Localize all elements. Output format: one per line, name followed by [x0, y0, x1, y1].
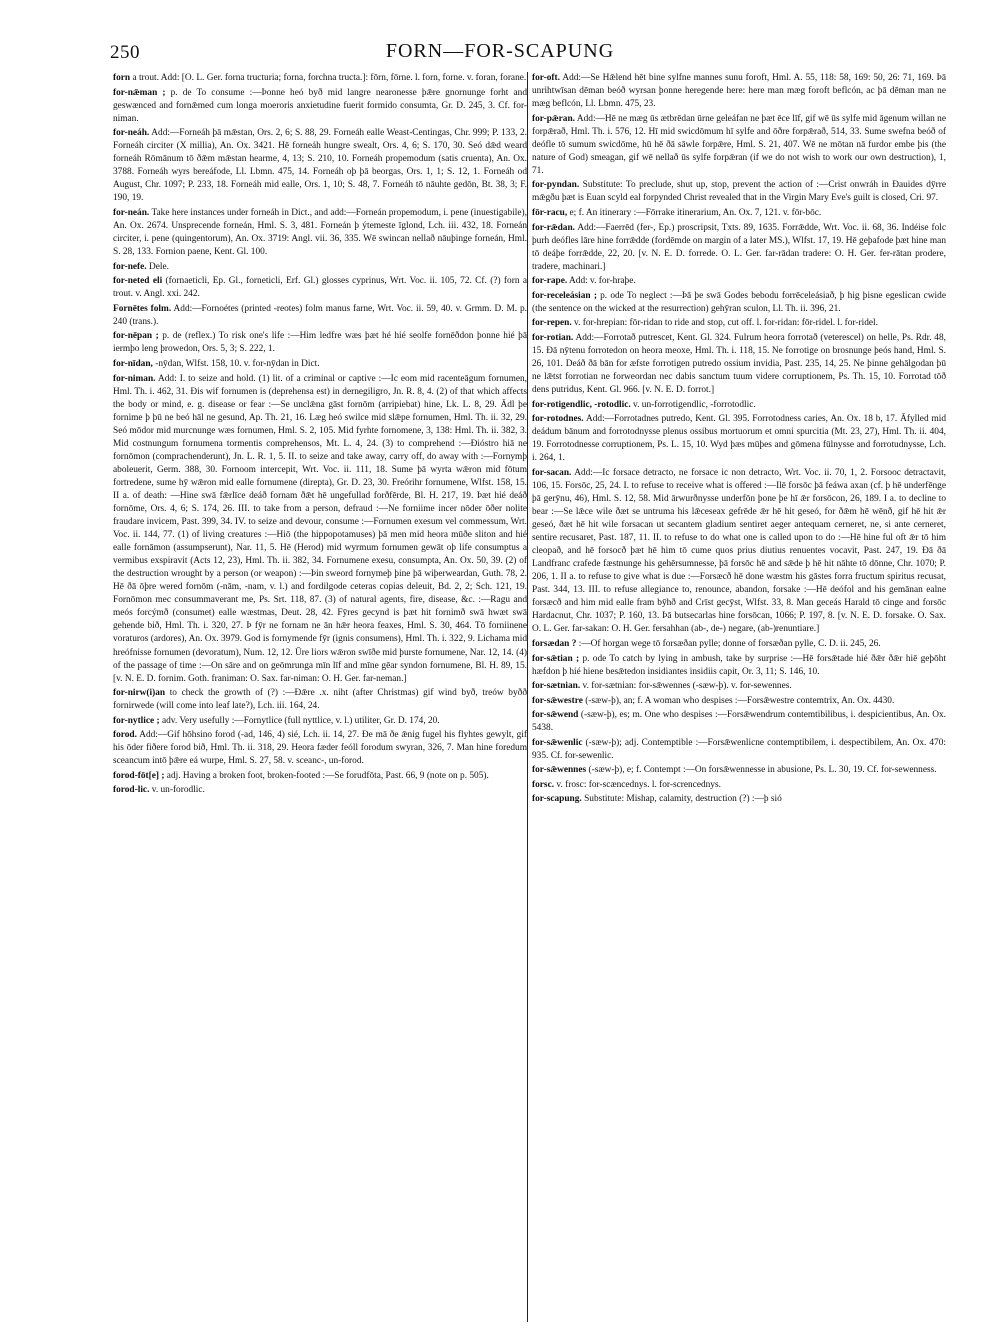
entry-text: Add:—Hē ne mæg ūs ætbrēdan ūrne geleáfan ne þæt ēce līf, gif wē ūs sylfe mid āgenum willan ne forpǣrað, Hml. Th. i. 576, 12. Hī mid swicdōmum hī sylfe and ōðre forpǣrað, 514, 33. Sume swefna beóð of deófle tō sumum swicdōme, hū hē ðā sāwle forpǣre, Hml. S. 21, 407. Wē ne mōtan nā furdor embe þis (the nature of God) smeagan, gif wē nellað ūs sylfe forpǣran (if we do not wish to work our own destruction), 1, 71.: [532, 113, 946, 176]
entry-text: Add:—Ic forsace detracto, ne forsace ic non detracto, Wrt. Voc. ii. 70, 1, 2. Forsooc detractavit, 106, 15. Forsōc, 25, 24. I. to refuse to receive what is offered :—Ilē forsōc þā feáwa axan (cf. þ hē underfēnge þā gerȳnu, 46), Hml. S. 12, 58. Mid ārwurðnysse underfōn þone þe hī ǣr forsōcon, 26, 189. I a. to decline to bear :—Se lǣce wile ðæt se untruma his lǣceseax gefrēde ǣr hē hit geseó, for ðǣm hē wēnð, gif hē hit ǣr geseó, ðæt hē hit wile forsacan ut secantem gladium sentiret aeger antequam cerneret, ne, si ante cerneret, sentire recusaret, Past. 187, 11. II. to refuse to do what one is called upon to do :—Hē hine ful oft ǣr tō him cleopað, and hē forsocð þæt hē him tō cume quos prius diutius renuentes vocavit, Past. 247, 19. Ðā ðā Landfranc crafede fæstnunge his gehērsumnesse, þā forsōc hē and sǣde þ hē hit nāhte tō dōnne, Chr. 1070; P. 206, 1. II a. to refuse to give what is due :—Forsæcð hē done wæstm his gāstes forra fructum spiritus recusat, Past. 344, 13. III. to refuse allegiance to, renounce, abandon, forsake :—Hē deófol and his gemānan ealne forsæcð and him mid ealle fram bȳhð and Crīst gecȳst, Wlfst. 33, 8. Man geceás Harald tō cinge and forsōc Hardacnut, Chr. 1037; P. 160, 13. Þā butsecarlas hine forsōcan, 1066; P. 197, 8. [v. N. E. D. forsake. O. Sax. O. L. Ger. far-sakan: O. H. Ger. fersahhan (ab-, de-) negare, (ab-)renuntiare.]: [532, 467, 946, 635]
entry-headword: for-sǣwennes: [532, 765, 587, 776]
entry-text: Add:—Faerrēd (fer-, Ep.) proscripsit, Txts. 89, 1635. Forrǣdde, Wrt. Voc. ii. 68, 36. Indéise folc þurh deófles lāre hine forrǣdde (fordēmde on margin of a later MS.), Wlfst. 17, 19. Hē geþafode þæt hine man tō deáþe forrǣdde, 22, 20. [v. N. E. D. forrede. O. L. Ger. far-rādan tradere: O. H. Ger. fer-rātan prodere, tradere, machinari.]: [532, 222, 946, 272]
dictionary-entry: [113, 261, 527, 274]
entry-headword: for-rape.: [532, 276, 568, 287]
entry-text: p. de To consume :—Þonne heó byð mid langre nearonesse þǣre gnornunge forht and geswænced and fornǣmed cum longa moeroris anxietudine fuerit formido consumta, Gr. D. 245, 3. Cf. for-niman.: [113, 87, 527, 124]
dictionary-entry: [532, 695, 946, 708]
entry-text: a trout. Add: [O. L. Ger. forna tructuria; forna, forchna tructa.]: fōrn, fōrne. l. forn, forne. v. foran, forane.: [130, 73, 527, 83]
entry-text: p. ode To catch by lying in ambush, take by surprise :—Hē forsǣtade hié ðǣr ðǣr hiē geþōht hæfdon þ hié hiene besǣtedon insidiantes insidiis capit, Or. 3, 11; S. 146, 10.: [532, 653, 946, 677]
right-column: [532, 72, 946, 1322]
entry-text: Substitute: Mishap, calamity, destruction (?) :—þ sió: [581, 794, 782, 805]
dictionary-entry: [532, 72, 946, 111]
dictionary-entry: [113, 275, 527, 301]
entry-headword: forn: [113, 73, 131, 83]
dictionary-entry: [532, 332, 946, 397]
entry-headword: for-sǣtian ;: [532, 653, 580, 664]
entry-headword: for-sætnian.: [532, 681, 581, 692]
entry-text: Add: I. to seize and hold. (1) lit. of a criminal or captive :—Ic eom mid racenteāgum fornumen, Hml. Th. i. 462, 31. Ðis wif fornumen is (deprehensa est) in dernegiligro, Jn. R. 8, 4. (2) of that which affects the body or mind, e. g. disease or fear :—Se unclǣna gāst fornōm (arripiebat) hine, Lk. L. 8, 29. Ādl þe fornime þ þū ne beó hāl ne gesund, Ap. Th. 21, 16. Læg heó swilce mid slǣpe fornumen, Hml. Th. ii. 32, 29. Seó mōdor mid murcnunge wæs fornumen, Hml. S. 2, 105. Mid fyrhte fornomene, 3, 138: Hml. Th. ii. 382, 3. Mid costnungum fornumena tormentis comprehensos, Mt. L. 4, 24. (3) to comprehend :—Ðióstro hiā ne fornōmon (comprachenderunt), Jn. L. R. 1, 5. II. to seize and take away, carry off, do away with :—Fornymþ aboleuerit, Germ. 388, 30. Fornoom intercepit, Wrt. Voc. ii. 111, 18. Sume þā wyrta wǣron mid fōtum fortredene, sume hȳ wǣron mid ealle fornumene (direpta), Gr. D. 23, 30. Freórihr fornumene, Wlfst. 158, 15. II a. of death: —Hine swā fǣrlīce deáð fornam ðǣt hē ungefullad forðfērde, Bl. H. 217, 19. Þæt hié deáð fornōme, Ors. 4, 6; S. 174, 26. III. to take from a person, defraud :—Ne forniime incer nōder ōðer nolite fraudare invicem, Past. 399, 34. IV. to seize and devour, consume :—Fornumen exesum vel commessum, Wrt. Voc. ii. 144, 77. (1) of living creatures :—Hiō (the hippopotamuses) þā men mid heora mūðe sliton and hié ealle fornāmon (assumpserunt), Nar. 11, 5. Hē (Herod) mid wyrmum fornumen gewāt oþ life consumptus a vermibus exspiravit (Acts 12, 23), Hml. Th. ii. 382, 34. Fornumene exesu, consumpta, An. Ox. 50, 39. (2) of the destruction wrought by a person (or weapon) :—Þin sweord fornymeþ þine þā wiþerweardan, Guth. 78, 2. Hē ðā ōþre wered fornōm (-nām, -nam, v. l.) and fordilgode ceteras copias deleuit, Bd. 2, 2; Sch. 121, 19. Fornōmon mec consummaverant me, Ps. Srt. 118, 87. (3) of natural agents, fire, disease, &c. :—Ragu and meós forcýmð (consumet) ealle wæstmas, Deut. 28, 42. Fȳres gecynd is þæt hit fornimð swā hwæt swā gehende bið, Hml. Th. i. 320, 27. Þ fȳr ne fornam ne ān hǣr heora feaxes, Hml. S. 30, 464. Tō forniinene voraturos (ardores), An. Ox. 3979. God is fornymende fȳr (ignis consumens), Hml. Th. i. 322, 9. Lichama mid hreófnisse fornumen (devoratum), Num. 12, 12. Ūre liors wǣron swīðe mid þurste fornumene, Nar. 12, 14. (4) of the passage of time :—On sāre and on geōmrunga mīn līf and mīne gēar syndon fornumene, Bl. H. 89, 15. [v. N. E. D. fornim. Goth. franiman: O. Sax. far-niman: O. H. Ger. far-neman.]: [113, 373, 527, 684]
entry-headword: for-rotodnes.: [532, 414, 584, 425]
dictionary-entry: [532, 638, 946, 651]
entry-text: p. de (reflex.) To risk one's life :—Him ledfre wæs þæt hé hié seolfe fornēðdon þonne hié þā iermþo leng þrowedon, Ors. 5, 3; S. 222, 1.: [113, 331, 527, 355]
entry-headword: for-repen.: [532, 318, 572, 329]
dictionary-entry: [532, 793, 946, 806]
entry-headword: for-nytlice ;: [113, 715, 160, 726]
entry-text: v. un-forrotigendlic, -forrotodlic.: [630, 399, 756, 410]
entry-text: (-sæw-þ), e; f. Contempt :—On forsǣwennesse in abusione, Ps. L. 30, 19. Cf. for-sewenness.: [586, 765, 937, 776]
entry-text: e; f. An itinerary :—Fōrrake itinerarium, An. Ox. 7, 121. v. fōr-bōc.: [567, 207, 822, 218]
entry-headword: for-pǣran.: [532, 113, 575, 124]
entry-text: Add: v. for-hraþe.: [567, 276, 636, 287]
entry-text: Add:—Gif hōhsino forod (-ad, 146, 4) sié, Lch. ii. 14, 27. Ðe mā ðe ǣnig fugel his flyhtes gewylt, gif his ōder fiðere forod bið, Hml. Th. ii. 318, 29. Heora fæder feóll forodum swyran, 326, 7. Man hine foredum sceancum intō þǣre eá wurpe, Hml. S. 27, 58. v. sceanc-, un-forod.: [113, 730, 527, 767]
entry-headword: for-neted eli: [113, 276, 163, 287]
dictionary-entry: [532, 680, 946, 693]
entry-headword: for-nǣman ;: [113, 87, 166, 98]
entry-text: (-sæw-þ), an; f. A woman who despises :—Forsǣwestre contemtrix, An. Ox. 4430.: [582, 695, 895, 706]
entry-text: Substitute: To preclude, shut up, stop, prevent the action of :—Crist onwráh in Ðauides dȳrre mǣgðu þæt is Euan scyld eal forpynded Christ revealed that in the Virgin Mary Eve's guilt is closed, Cri. 97.: [532, 180, 946, 204]
entry-text: (-sæw-þ); adj. Contemptible :—Forsǣwenlicne contemptibilem, i. despectibilem, An. Ox. 470: 935. Cf. for-sewenlic.: [532, 737, 946, 761]
running-head: FORN—FOR-SCAPUNG: [385, 40, 615, 62]
dictionary-entry: [113, 729, 527, 768]
dictionary-entry: [113, 358, 527, 371]
dictionary-entry: [532, 222, 946, 274]
dictionary-entry: [532, 290, 946, 316]
entry-text: p. ode To neglect :—Þā þe swā Godes bebodu forrēceleásiað, þ hig þisne egeslican cwide (the sentence on the wicked at the resurrection) gehȳran sculon, Ll. Th. ii. 396, 21.: [532, 290, 946, 314]
dictionary-entry: [532, 653, 946, 679]
entry-headword: for-oft.: [532, 73, 560, 83]
dictionary-entry: [113, 770, 527, 783]
dictionary-entry: [532, 317, 946, 330]
dictionary-entry: [113, 127, 527, 205]
entry-headword: for-sacan.: [532, 467, 572, 478]
entry-text: v. for-hrepian: fōr-ridan to ride and stop, cut off. l. for-ridan: fōr-ridel. l. for-ridel.: [571, 318, 878, 329]
entry-headword: for-sǣwenlic: [532, 737, 583, 748]
dictionary-entry: [532, 467, 946, 637]
dictionary-entry: [532, 764, 946, 777]
entry-text: (fornaeticli, Ep. Gl., forneticli, Erf. Gl.) glosses cyprinus, Wrt. Voc. ii. 105, 72. Cf. (?) forn a trout. v. Angl. xxi. 242.: [113, 276, 527, 300]
entry-text: -nȳdan, Wlfst. 158, 10. v. for-nȳdan in Dict.: [152, 358, 320, 369]
dictionary-entry: [113, 715, 527, 728]
dictionary-entry: [113, 373, 527, 686]
entry-headword: for-receleásian ;: [532, 290, 597, 301]
dictionary-entry: [532, 399, 946, 412]
dictionary-entry: [113, 330, 527, 356]
entry-headword: for-nīdan,: [113, 358, 153, 369]
dictionary-entry: [532, 275, 946, 288]
entry-headword: for-pyndan.: [532, 180, 580, 191]
dictionary-entry: [532, 709, 946, 735]
entry-text: to check the growth of (?) :—Ðǣre .x. niht (after Christmas) gif wind byð, treów byðð fornirwede (will come into leaf late?), Lch. iii. 164, 24.: [113, 688, 527, 712]
left-column: [113, 72, 527, 1322]
dictionary-entry: [532, 779, 946, 792]
entry-headword: for-rotigendlic, -rotodlic.: [532, 399, 631, 410]
entry-text: adv. Very usefully :—Fornytlice (full nyttlice, v. l.) utiliter, Gr. D. 174, 20.: [159, 715, 440, 726]
entry-text: Add:—Forneáh þā mǣstan, Ors. 2, 6; S. 88, 29. Forneáh ealle Weast-Centingas, Chr. 999; P. 133, 2. Forneáh circiter (X millia), An. Ox. 3421. Hē forneáh hungre swealt, Ors. 4, 6; S. 170, 30. Seó dǣd weard forneáh Rōmānum tō ðǣm mǣstan hearme, 4, 13; S. 210, 10. Forneáh propemodum (satis cruenta), An. Ox. 3788. Forneáh wyrs bereáfode, Ll. Lbmn. 475, 14. Forneáh oþ þā beorgas, Ors. 1, 1; S. 12, 1. Forneáh od August, Chr. 1097; P. 233, 18. Forneáh mid ealle, Ors. 1, 10; S. 48, 7. Forneáh tō nāuhte gedōn, Bt. 38, 3; F. 190, 19.: [113, 128, 527, 204]
entry-text: (-sæw-þ), es; m. One who despises :—Forsǣwendrum contemtibilibus, i. despicientibus, An. Ox. 5438.: [532, 710, 946, 734]
entry-headword: for-neáh.: [113, 128, 150, 139]
entry-headword: for-nēpan ;: [113, 331, 159, 342]
entry-headword: for-scapung.: [532, 794, 582, 805]
page-number: 250: [110, 42, 140, 63]
entry-headword: for-rotian.: [532, 332, 574, 343]
column-divider: [527, 72, 528, 1322]
entry-headword: forod-lic.: [113, 785, 150, 796]
dictionary-entry: [113, 784, 527, 797]
dictionary-entry: [113, 87, 527, 126]
entry-text: Add:—Se Hǣlend hēt bine sylfne mannes sunu foroft, Hml. A. 55, 118: 58, 169: 50, 26: 71, 169. Þā unrihtwīsan dēman beóð wyrsan þonne heregende here: here man mæg foroft beflcón, ac þā dēman man ne mæg beflcón, Ll. Lbmn. 475, 23.: [532, 73, 946, 110]
entry-text: :—Of horgan wege tō forsæðan pylle; donne of forsæðan pylle, C. D. ii. 245, 26.: [576, 638, 881, 649]
entry-text: v. for-sætnian: for-sǣwennes (-sæw-þ). v. for-sewennes.: [580, 681, 792, 692]
entry-text: Dele.: [146, 261, 169, 272]
entry-text: Add:—Forrotað putrescet, Kent. Gl. 324. Fulrum heora forrotað (veterescel) on helle, Ps. Rdr. 48, 15. Ðā nȳtenu forrotedon on heora meoxe, Hml. Th. i. 118, 15. Ne forrotige on brosnunge þeós hand, Hml. S. 26, 101. Deáð ðā bān for æfste forrotigen putredo ossium invidia, Past. 235, 14, 25. Ne þinne gehālgodan þū ne lǣtst forrotian ne forweordan nec dabis sanctum tuum videre corruptionem, Ps. Th. 15, 10. Forrotad tōð dens putridus, Kent. Gl. 966. [v. N. E. D. forrot.]: [532, 332, 946, 396]
dictionary-entry: [113, 207, 527, 259]
dictionary-entry: [113, 72, 527, 85]
entry-headword: forsc.: [532, 779, 555, 790]
entry-text: v. un-forodlic.: [149, 785, 205, 796]
entry-text: Add:—Fornoétes (printed -reotes) folm manus farne, Wrt. Voc. ii. 59, 40. v. Grmm. D. M. p. 240 (trans.).: [113, 303, 527, 327]
entry-headword: for-sǣwend: [532, 710, 579, 721]
entry-text: adj. Having a broken foot, broken-footed :—Se forudfōta, Past. 66, 9 (note on p. 505).: [164, 770, 489, 781]
dictionary-entry: [532, 207, 946, 220]
entry-headword: forsædan ?: [532, 638, 577, 649]
dictionary-entry: [113, 303, 527, 329]
entry-headword: for-nefe.: [113, 261, 147, 272]
entry-headword: forod.: [113, 730, 137, 741]
entry-text: v. frosc: for-scæncednys. l. for-screncednys.: [554, 779, 721, 790]
entry-headword: for-niman.: [113, 373, 156, 384]
dictionary-entry: [532, 413, 946, 465]
dictionary-entry: [532, 179, 946, 205]
entry-headword: Fornētes folm.: [113, 303, 172, 314]
entry-text: Add:—Forrotadnes putredo, Kent. Gl. 395. Forrotodness caries, An. Ox. 18 b, 17. Āfylled mid deádum bānum and forrotodnysse plenus ossibus mortuorum et omni spurcitia (Mt. 23, 27), Hml. Th. ii. 404, 19. Forrotodnesse corruptionem, Ps. L. 15, 10. Wyd þæs mūþes and gōmena fūlnysse and forrotudnysse, Lch. i. 264, 1.: [532, 414, 946, 464]
entry-headword: forod-fōt[e] ;: [113, 770, 165, 781]
entry-headword: fōr-racu,: [532, 207, 568, 218]
dictionary-entry: [532, 113, 946, 178]
dictionary-entry: [113, 687, 527, 713]
entry-headword: for-nirw(i)an: [113, 688, 166, 699]
dictionary-entry: [532, 737, 946, 763]
entry-text: Take here instances under forneáh in Dict., and add:—Forneán propemodum, i. pene (inuestigabile), An. Ox. 2674. Unsprecende forneán, Hml. S. 3, 481. Forneán þ ýtemeste īglond, Lch. iii. 432, 18. Forneán circiter, i. pene (quingentorum), An. Ox. 3719: Angl. vii. 36, 335. Wē swincan nellað nāuþinge forneán, Hml. S. 28, 133. Fornion paene, Kent. Gl. 100.: [113, 207, 527, 258]
entry-headword: for-rǣdan.: [532, 222, 575, 233]
entry-headword: for-neán.: [113, 207, 150, 218]
entry-headword: for-sǣwestre: [532, 695, 583, 706]
